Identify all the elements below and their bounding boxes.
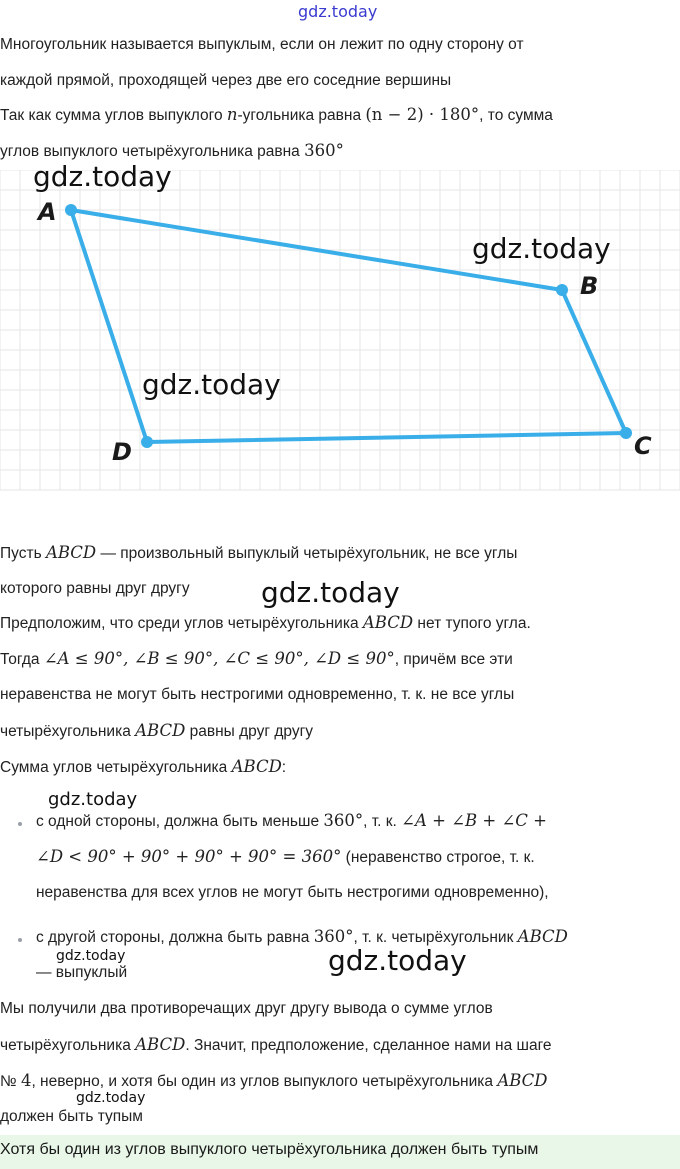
vertex-label-d: D bbox=[112, 438, 132, 466]
watermark-figure-b: gdz.today bbox=[472, 232, 611, 265]
list-bullet-2 bbox=[18, 938, 22, 942]
body-line-1: Пусть ABCD — произвольный выпуклый четырёхугольник, не все углы bbox=[0, 543, 518, 562]
vertex-label-c: C bbox=[634, 432, 652, 460]
answer-box bbox=[0, 1135, 680, 1169]
vertex-point-d bbox=[141, 436, 153, 448]
body-line-2: которого равны друг другу bbox=[0, 580, 190, 597]
intro-line-2: каждой прямой, проходящей через две его соседние вершины bbox=[0, 72, 452, 89]
conclusion-line-3: № 4, неверно, и хотя бы один из углов выпуклого четырёхугольника ABCD bbox=[0, 1071, 548, 1090]
vertex-label-a: A bbox=[38, 198, 57, 226]
intro-line-3: Так как сумма углов выпуклого n-угольника равна (n − 2) · 180°, то сумма bbox=[0, 105, 553, 124]
watermark-bullet: gdz.today bbox=[48, 789, 138, 810]
conclusion-line-1: Мы получили два противоречащих друг другу вывода о сумме углов bbox=[0, 1000, 493, 1017]
body-line-4: Тогда ∠A ≤ 90°, ∠B ≤ 90°, ∠C ≤ 90°, ∠D ≤ 90°, причём все эти bbox=[0, 649, 513, 668]
watermark-figure-a: gdz.today bbox=[33, 160, 172, 193]
watermark-figure-c: gdz.today bbox=[142, 368, 281, 401]
bullet-2-line-1: с другой стороны, должна быть равна 360°, т. к. четырёхугольник ABCD bbox=[36, 927, 568, 946]
quadrilateral-figure bbox=[0, 170, 680, 492]
body-line-5: неравенства не могут быть нестрогими одновременно, т. к. не все углы bbox=[0, 686, 515, 703]
vertex-point-a bbox=[65, 204, 77, 216]
conclusion-line-4: должен быть тупым bbox=[0, 1108, 143, 1125]
watermark-top: gdz.today bbox=[298, 2, 378, 21]
watermark-bottom-small: gdz.today bbox=[76, 1090, 146, 1106]
vertex-label-b: B bbox=[580, 272, 599, 300]
body-line-7: Сумма углов четырёхугольника ABCD: bbox=[0, 757, 287, 776]
list-bullet-1 bbox=[18, 822, 22, 826]
body-line-6: четырёхугольника ABCD равны друг другу bbox=[0, 721, 313, 740]
watermark-inline-small: gdz.today bbox=[56, 948, 126, 964]
vertex-point-b bbox=[556, 284, 568, 296]
bullet-1-line-1: с одной стороны, должна быть меньше 360°, т. к. ∠A + ∠B + ∠C + bbox=[36, 811, 547, 830]
intro-line-1: Многоугольник называется выпуклым, если он лежит по одну сторону от bbox=[0, 36, 524, 53]
watermark-mid: gdz.today bbox=[261, 576, 400, 609]
formula-angle-sum: (n − 2) · 180° bbox=[365, 105, 480, 124]
body-line-3: Предположим, что среди углов четырёхугольника ABCD нет тупого угла. bbox=[0, 613, 531, 632]
conclusion-line-2: четырёхугольника ABCD. Значит, предположение, сделанное нами на шаге bbox=[0, 1035, 552, 1054]
bullet-1-line-3: неравенства для всех углов не могут быть нестрогими одновременно), bbox=[36, 884, 549, 901]
intro-line-4: углов выпуклого четырёхугольника равна 360° bbox=[0, 141, 344, 160]
vertex-point-c bbox=[620, 427, 632, 439]
bullet-2-line-2: — выпуклый bbox=[36, 964, 128, 981]
watermark-right: gdz.today bbox=[328, 944, 467, 977]
bullet-1-line-2: ∠D < 90° + 90° + 90° + 90° = 360° (неравенство строгое, т. к. bbox=[36, 847, 535, 866]
answer-text: Хотя бы один из углов выпуклого четырёхугольника должен быть тупым bbox=[0, 1141, 539, 1158]
